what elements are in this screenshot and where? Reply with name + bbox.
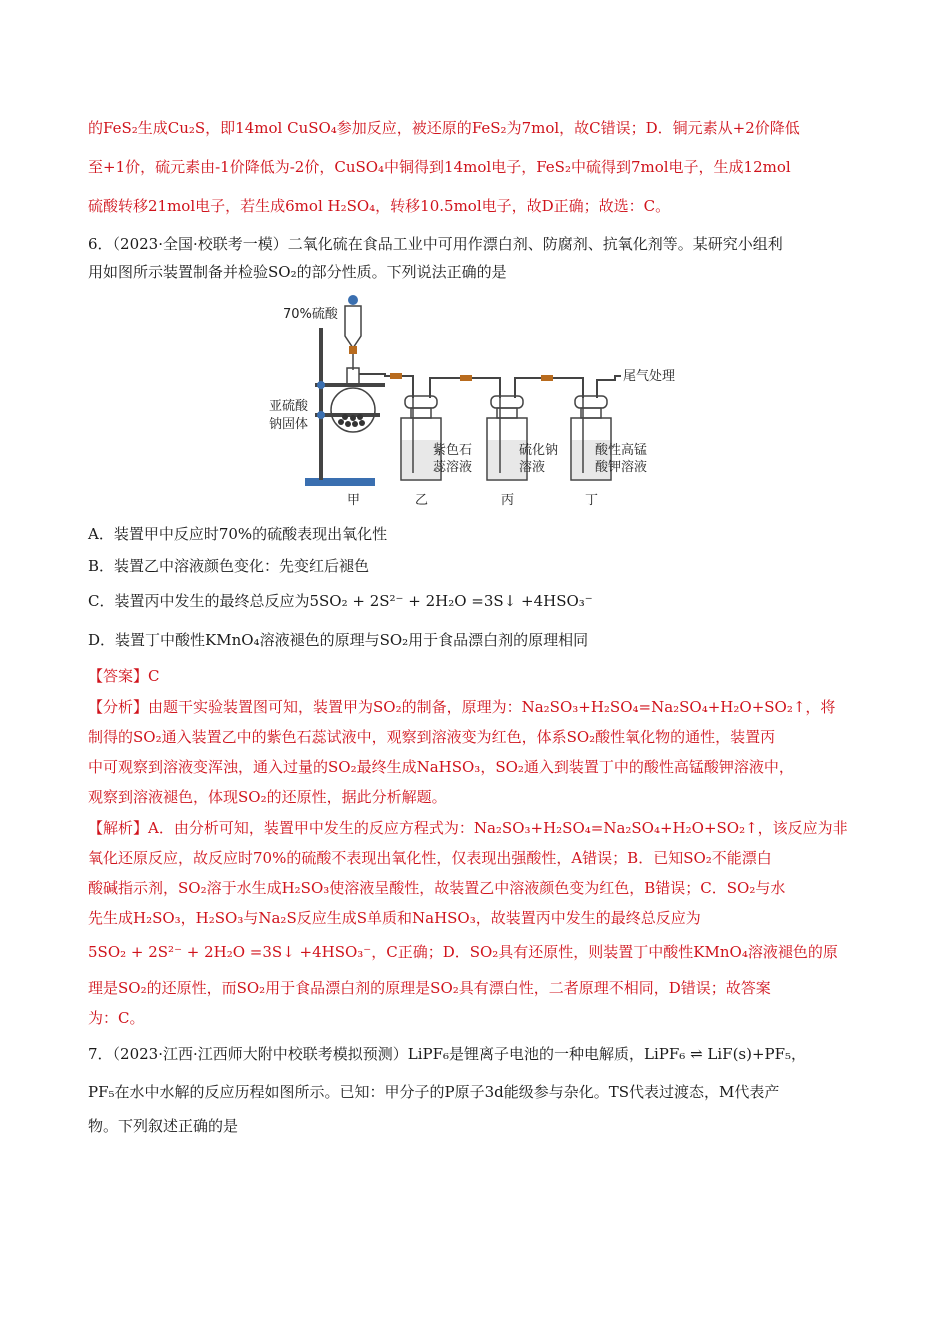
q6-option-d: D．装置丁中酸性KMnO₄溶液褪色的原理与SO₂用于食品漂白剂的原理相同 [88,631,589,649]
q6-explain-line-2: 氧化还原反应，故反应时70%的硫酸不表现出氧化性，仅表现出强酸性，A错误；B．已知SO₂不能漂白 [88,849,772,867]
q6-stem-line-1: 6．（2023·全国·校联考一模）二氧化硫在食品工业中可用作漂白剂、防腐剂、抗氧化剂等。某研究小组利 [88,235,783,253]
label-bottle-d-1: 酸性高锰 [595,443,648,458]
label-solid-2: 钠固体 [269,417,309,432]
q6-option-b: B．装置乙中溶液颜色变化：先变红后褪色 [88,557,370,575]
prev-answer-line-2: 至+1价，硫元素由-1价降低为-2价，CuSO₄中铜得到14mol电子，FeS₂中硫得到7mol电子，生成12mol [88,158,791,176]
q6-explain-line-6: 理是SO₂的还原性，而SO₂用于食品漂白剂的原理是SO₂具有漂白性，二者原理不相同，D错误；故答案 [88,979,771,997]
label-name-yi: 乙 [415,493,429,508]
tube-joint-1 [390,373,402,379]
q7-stem-line-3: 物。下列叙述正确的是 [88,1117,239,1135]
q6-analysis-line-3: 中可观察到溶液变浑浊，通入过量的SO₂最终生成NaHSO₃，SO₂通入到装置丁中的酸性高锰酸钾溶液中， [88,758,794,776]
tube-tail [597,376,621,398]
q7-stem-line-1: 7．（2023·江西·江西师大附中校联考模拟预测）LiPF₆是锂离子电池的一种电解质，LiPF₆ ⇌ LiF(s)+PF₅， [88,1045,807,1063]
tube-joint-2 [460,375,472,381]
funnel-stopper [348,295,358,305]
stand-rod [319,328,323,480]
q6-explain-line-4: 先生成H₂SO₃，H₂SO₃与Na₂S反应生成S单质和NaHSO₃，故装置丙中发生的最终总反应为 [88,909,701,927]
label-name-ding: 丁 [585,493,599,508]
label-bottle-c-1: 硫化钠 [519,443,559,458]
q6-analysis-line-1: 【分析】由题干实验装置图可知，装置甲为SO₂的制备，原理为：Na₂SO₃+H₂SO₄=Na₂SO₄+H₂O+SO₂↑，将 [88,698,836,716]
q7-stem-line-2: PF₅在水中水解的反应历程如图所示。已知：甲分子的P原子3d能级参与杂化。TS代表过渡态，M代表产 [88,1083,780,1101]
funnel-valve [349,346,357,354]
label-name-jia: 甲 [347,493,361,508]
q6-option-c: C．装置丙中发生的最终总反应为5SO₂ + 2S²⁻ + 2H₂O =3S↓ +4HSO₃⁻ [88,592,593,610]
label-tail: 尾气处理 [623,369,676,384]
label-solid-1: 亚硫酸 [269,399,309,414]
q6-explain-line-5: 5SO₂ + 2S²⁻ + 2H₂O =3S↓ +4HSO₃⁻，C正确；D．SO₂具有还原性，则装置丁中酸性KMnO₄溶液褪色的原 [88,943,838,961]
q6-explain-line-7: 为：C。 [88,1009,145,1027]
q6-answer: 【答案】C [88,667,160,685]
q6-stem-line-2: 用如图所示装置制备并检验SO₂的部分性质。下列说法正确的是 [88,263,507,281]
label-bottle-b-1: 紫色石 [433,443,473,458]
clamp-knob-lower [317,411,325,419]
q6-explain-line-3: 酸碱指示剂，SO₂溶于水生成H₂SO₃使溶液呈酸性，故装置乙中溶液颜色变为红色，B错误；C．SO₂与水 [88,879,786,897]
clamp-knob-upper [317,381,325,389]
label-bottle-b-2: 蕊溶液 [433,460,473,475]
q6-option-a: A．装置甲中反应时70%的硫酸表现出氧化性 [88,525,388,543]
prev-answer-line-3: 硫酸转移21mol电子，若生成6mol H₂SO₄，转移10.5mol电子，故D正确；故选：C。 [88,197,671,215]
q6-explain-line-1: 【解析】A．由分析可知，装置甲中发生的反应方程式为：Na₂SO₃+H₂SO₄=Na₂SO₄+H₂O+SO₂↑，该反应为非 [88,819,848,837]
label-bottle-c-2: 溶液 [519,460,546,475]
stand-base [305,478,375,486]
tube-joint-3 [541,375,553,381]
q6-analysis-line-2: 制得的SO₂通入装置乙中的紫色石蕊试液中，观察到溶液变为红色，体系SO₂酸性氧化物的通性，装置丙 [88,728,776,746]
label-name-bing: 丙 [501,493,515,508]
label-acid: 70%硫酸 [283,307,338,322]
q6-analysis-line-4: 观察到溶液褪色，体现SO₂的还原性，据此分析解题。 [88,788,447,806]
label-bottle-d-2: 酸钾溶液 [595,460,648,475]
funnel-body [345,306,361,348]
apparatus-figure [265,288,695,510]
prev-answer-line-1: 的FeS₂生成Cu₂S，即14mol CuSO₄参加反应，被还原的FeS₂为7mol，故C错误；D．铜元素从+2价降低 [88,119,800,137]
